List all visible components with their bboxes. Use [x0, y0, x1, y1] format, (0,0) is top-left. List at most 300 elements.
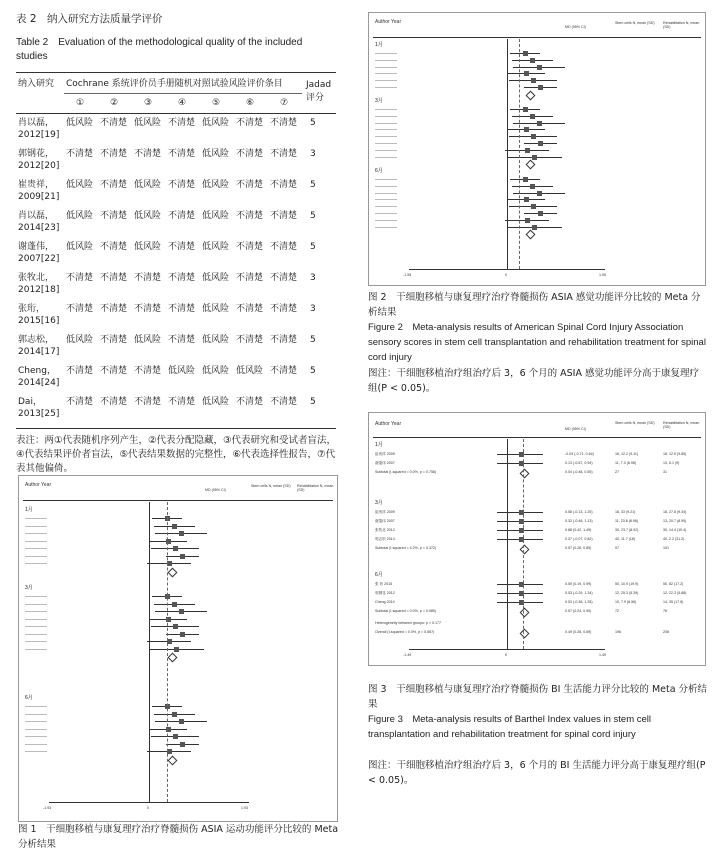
risk-cell: 不清楚 — [270, 335, 298, 345]
point-estimate — [180, 554, 185, 559]
risk-cell: 不清楚 — [270, 397, 298, 407]
md-ci: 0.57 (0.24, 0.90) — [565, 609, 592, 613]
study-name: 肖以磊，2014[23] — [18, 211, 60, 233]
risk-cell: 不清楚 — [270, 211, 298, 221]
fig2-caption-en: Figure 2 Meta-analysis results of American Spinal Cord Injury Association sensory scores in stem cell transplantation and rehabilitation treatment for spinal cord injury — [368, 322, 706, 363]
null-effect-line — [507, 39, 508, 269]
risk-cell: 不清楚 — [168, 149, 196, 159]
risk-cell: 不清楚 — [168, 118, 196, 128]
study-label: 郭志松 2014 — [375, 537, 395, 541]
jadad-score: 5 — [310, 335, 316, 345]
jadad-score: 3 — [310, 304, 316, 314]
study-label: 张 珩 2015 — [375, 582, 393, 586]
rehab-n: 31 — [663, 470, 667, 474]
risk-cell: 不清楚 — [270, 180, 298, 190]
point-estimate — [174, 647, 179, 652]
risk-cell: 不清楚 — [270, 304, 298, 314]
col-study-header: 纳入研究 — [18, 79, 55, 89]
point-estimate — [179, 719, 184, 724]
study-name: 崔贵祥，2009[21] — [18, 180, 60, 202]
risk-cell: 不清楚 — [100, 118, 128, 128]
item-number-4: ④ — [178, 98, 187, 108]
risk-cell: 不清楚 — [66, 397, 94, 407]
study-label-placeholder — [375, 206, 397, 207]
risk-cell: 不清楚 — [168, 180, 196, 190]
risk-cell: 不清楚 — [270, 366, 298, 376]
item-number-7: ⑦ — [280, 98, 289, 108]
subtotal-diamond — [526, 160, 536, 170]
study-label-placeholder — [25, 721, 47, 722]
study-label: Overall (I-squared = 0.0%, p = 0.567) — [375, 630, 435, 634]
group-label: 1月 — [375, 42, 383, 48]
stem-cells-n: 97 — [615, 546, 619, 550]
fig2-header-rehab: Rehabilitation N, mean (SD) — [663, 21, 700, 29]
group-label: 1月 — [25, 507, 33, 513]
study-label-placeholder — [375, 73, 397, 74]
risk-cell: 不清楚 — [134, 149, 162, 159]
study-label-placeholder — [375, 143, 397, 144]
fig2-x-axis — [409, 269, 605, 270]
point-estimate — [173, 624, 178, 629]
jadad-score: 5 — [310, 397, 316, 407]
risk-cell: 低风险 — [66, 335, 94, 345]
study-label: 崔贵祥 2009 — [375, 510, 395, 514]
group-label: 3月 — [375, 500, 383, 506]
risk-cell: 低风险 — [202, 180, 230, 190]
point-estimate — [180, 632, 185, 637]
study-label-placeholder — [25, 619, 47, 620]
subtotal-diamond — [168, 653, 178, 663]
figure3-forest-plot — [368, 412, 706, 666]
study-label-placeholder — [25, 533, 47, 534]
point-estimate — [523, 51, 528, 56]
risk-cell: 低风险 — [202, 118, 230, 128]
fig1-header-rehab: Rehabilitation N, mean (SD) — [297, 484, 334, 492]
risk-cell: 不清楚 — [168, 304, 196, 314]
group-label: 6月 — [375, 168, 383, 174]
study-label: 张牧北 2012 — [375, 528, 395, 532]
rehab-n: 12, 22.3 (5.88) — [663, 591, 687, 595]
group-label: 6月 — [25, 695, 33, 701]
risk-cell: 不清楚 — [66, 304, 94, 314]
md-ci: -0.03 (-0.71, 0.64) — [565, 452, 594, 456]
group-label: 6月 — [375, 572, 383, 578]
point-estimate — [532, 225, 537, 230]
fig3-header-rehab: Rehabilitation N, mean (SD) — [663, 421, 700, 429]
fig1-header-author: Author Year — [25, 482, 52, 488]
md-ci: 0.59 (0.19, 0.99) — [565, 582, 592, 586]
risk-cell: 不清楚 — [270, 118, 298, 128]
group-label: 1月 — [375, 442, 383, 448]
figure2-forest-plot — [368, 12, 706, 286]
fig2-header-stem: Stem cells N, mean (SD) — [615, 21, 655, 25]
md-ci: 0.04 (-0.48, 0.55) — [565, 470, 593, 474]
header-bottom-rule — [16, 113, 336, 114]
md-ci: 0.13 (-0.67, 0.94) — [565, 461, 593, 465]
risk-cell: 不清楚 — [236, 273, 264, 283]
rehab-n: 18, 12.5 (9.85) — [663, 452, 687, 456]
point-estimate — [523, 177, 528, 182]
fig2-axis-left: -1.55 — [403, 273, 412, 277]
item-number-5: ⑤ — [212, 98, 221, 108]
md-ci: 0.57 (0.28, 0.85) — [565, 546, 592, 550]
risk-cell: 低风险 — [66, 180, 94, 190]
rehab-n: 208 — [663, 630, 669, 634]
subtotal-diamond — [526, 230, 536, 240]
point-estimate — [525, 218, 530, 223]
study-label-placeholder — [25, 518, 47, 519]
jadad-score: 5 — [310, 180, 316, 190]
risk-cell: 不清楚 — [168, 335, 196, 345]
study-label-placeholder — [25, 626, 47, 627]
fig2-note: 图注：干细胞移植治疗组治疗后 3，6 个月的 ASIA 感觉功能评分高于康复理疗组(P < 0.05)。 — [368, 368, 699, 394]
risk-cell: 不清楚 — [134, 304, 162, 314]
study-label-placeholder — [375, 157, 397, 158]
md-ci: 0.53 (-0.29, 1.34) — [565, 591, 593, 595]
study-label-placeholder — [25, 556, 47, 557]
null-effect-line — [507, 439, 508, 649]
risk-cell: 低风险 — [168, 366, 196, 376]
table-top-rule — [16, 72, 336, 73]
risk-cell: 不清楚 — [100, 397, 128, 407]
null-effect-line — [149, 502, 150, 802]
risk-cell: 不清楚 — [270, 242, 298, 252]
stem-cells-n: 50, 10.9 (19.9) — [615, 582, 639, 586]
point-estimate — [524, 71, 529, 76]
item-number-3: ③ — [144, 98, 153, 108]
risk-cell: 低风险 — [236, 366, 264, 376]
study-label-placeholder — [25, 649, 47, 650]
fig1-header-md: MD (95% CI) — [205, 488, 226, 492]
risk-cell: 不清楚 — [100, 180, 128, 190]
stem-cells-n: 10, 7.9 (6.56) — [615, 600, 637, 604]
study-name: 张珩，2015[16] — [18, 304, 60, 326]
risk-cell: 低风险 — [134, 211, 162, 221]
risk-cell: 低风险 — [202, 366, 230, 376]
rehab-n: 30, 14.4 (10.4) — [663, 528, 687, 532]
overall-effect-line — [523, 439, 524, 649]
fig3-header-rule — [373, 437, 701, 438]
study-label-placeholder — [375, 199, 397, 200]
study-label-placeholder — [375, 193, 397, 194]
point-estimate — [172, 712, 177, 717]
risk-cell: 低风险 — [202, 149, 230, 159]
rehab-n: 13, 6.1 (9) — [663, 461, 680, 465]
risk-cell: 不清楚 — [236, 335, 264, 345]
fig1-header-rule — [23, 500, 333, 501]
group-label: 3月 — [375, 98, 383, 104]
study-label-placeholder — [25, 611, 47, 612]
fig1-caption-cn: 图 1 干细胞移植与康复理疗治疗脊髓损伤 ASIA 运动功能评分比较的 Meta 分析结果 — [18, 824, 339, 850]
stem-cells-n: 11, 7.3 (6.98) — [615, 461, 637, 465]
study-label-placeholder — [25, 751, 47, 752]
risk-cell: 不清楚 — [168, 242, 196, 252]
fig3-header-stem: Stem cells N, mean (SD) — [615, 421, 655, 425]
risk-cell: 不清楚 — [100, 149, 128, 159]
study-label-placeholder — [375, 150, 397, 151]
rehab-n: 14, 35 (17.8) — [663, 600, 684, 604]
figure1-forest-plot — [18, 475, 338, 822]
study-name: 谢蓬伟，2007[22] — [18, 242, 60, 264]
fig1-axis-zero: 0 — [147, 806, 149, 810]
stem-cells-n: 11, 23.6 (8.96) — [615, 519, 639, 523]
subtotal-diamond — [168, 567, 178, 577]
point-estimate — [523, 107, 528, 112]
fig3-axis-right: 1.49 — [599, 653, 606, 657]
study-label-placeholder — [375, 109, 397, 110]
risk-cell: 低风险 — [202, 242, 230, 252]
stem-cells-n: 30, 23.7 (8.92) — [615, 528, 639, 532]
md-ci: 0.53 (-0.38, 1.35) — [565, 600, 593, 604]
point-estimate — [180, 742, 185, 747]
item-number-6: ⑥ — [246, 98, 255, 108]
point-estimate — [531, 134, 536, 139]
md-ci: 0.37 (-0.07, 0.82) — [565, 537, 593, 541]
point-estimate — [531, 204, 536, 209]
study-label: 谢蓬伟 2007 — [375, 519, 395, 523]
risk-cell: 不清楚 — [236, 118, 264, 128]
risk-cell: 低风险 — [134, 335, 162, 345]
study-label-placeholder — [375, 53, 397, 54]
risk-cell: 不清楚 — [66, 149, 94, 159]
risk-cell: 低风险 — [202, 304, 230, 314]
study-name: 肖以磊，2012[19] — [18, 118, 60, 140]
risk-cell: 不清楚 — [100, 304, 128, 314]
subtotal-diamond — [520, 608, 530, 618]
fig2-axis-right: 1.55 — [599, 273, 606, 277]
fig1-axis-left: -1.93 — [43, 806, 52, 810]
risk-cell: 不清楚 — [236, 304, 264, 314]
fig3-caption-en: Figure 3 Meta-analysis results of Barthel Index values in stem cell transplantation and rehabilitation treatment for spinal cord injury — [368, 714, 652, 740]
risk-cell: 低风险 — [134, 242, 162, 252]
study-label: 崔贵祥 2009 — [375, 452, 395, 456]
risk-cell: 低风险 — [66, 118, 94, 128]
study-label-placeholder — [25, 729, 47, 730]
risk-cell: 低风险 — [134, 118, 162, 128]
overall-effect-line — [519, 39, 520, 269]
item-number-2: ② — [110, 98, 119, 108]
stem-cells-n: 16, 12.2 (9.11) — [615, 452, 639, 456]
study-label-placeholder — [375, 179, 397, 180]
jadad-score: 3 — [310, 273, 316, 283]
table2-title-en: Table 2 Evaluation of the methodological quality of the included studies — [16, 37, 303, 62]
point-estimate — [538, 85, 543, 90]
table-bottom-rule — [16, 428, 336, 429]
risk-cell: 不清楚 — [100, 335, 128, 345]
stem-cells-n: 196 — [615, 630, 621, 634]
study-label-placeholder — [25, 541, 47, 542]
study-name: 郭志松，2014[17] — [18, 335, 60, 357]
header-sub-rule — [64, 93, 302, 94]
study-name: 郭钢花，2012[20] — [18, 149, 60, 171]
study-label: Subtotal (I-squared = 0.0%, p = 0.985) — [375, 609, 437, 613]
study-label-placeholder — [375, 116, 397, 117]
fig3-header-author: Author Year — [375, 421, 402, 427]
point-estimate — [172, 602, 177, 607]
risk-cell: 不清楚 — [168, 211, 196, 221]
stem-cells-n: 12, 25.3 (5.39) — [615, 591, 639, 595]
study-label-placeholder — [375, 87, 397, 88]
risk-cell: 不清楚 — [100, 242, 128, 252]
study-label-placeholder — [375, 227, 397, 228]
study-label-placeholder — [375, 136, 397, 137]
rehab-n: 76 — [663, 609, 667, 613]
jadad-score: 5 — [310, 211, 316, 221]
risk-cell: 不清楚 — [100, 366, 128, 376]
risk-cell: 不清楚 — [168, 273, 196, 283]
fig1-header-stem: Stem cells N, mean (SD) — [251, 484, 291, 488]
study-name: Dai，2013[25] — [18, 397, 60, 419]
study-label: 郭钢花 2012 — [375, 591, 395, 595]
fig3-x-axis — [409, 649, 605, 650]
stem-cells-n: 16, 33 (9.21) — [615, 510, 636, 514]
risk-cell: 不清楚 — [100, 273, 128, 283]
fig3-axis-left: -1.49 — [403, 653, 412, 657]
study-label-placeholder — [375, 213, 397, 214]
point-estimate — [537, 191, 542, 196]
jadad-score: 5 — [310, 242, 316, 252]
risk-cell: 低风险 — [202, 273, 230, 283]
risk-cell: 不清楚 — [236, 397, 264, 407]
rehab-n: 101 — [663, 546, 669, 550]
study-label-placeholder — [375, 123, 397, 124]
point-estimate — [179, 609, 184, 614]
study-label: Heterogeneity between groups: p = 0.177 — [375, 621, 442, 625]
point-estimate — [173, 734, 178, 739]
group-label: 3月 — [25, 585, 33, 591]
study-label: Subtotal (I-squared = 0.0%, p = 0.758) — [375, 470, 437, 474]
md-ci: 0.56 (-0.13, 1.25) — [565, 510, 593, 514]
study-label-placeholder — [25, 736, 47, 737]
risk-cell: 不清楚 — [236, 211, 264, 221]
subtotal-diamond — [526, 90, 536, 100]
point-estimate — [525, 148, 530, 153]
overall-effect-line — [167, 502, 168, 802]
study-label-placeholder — [25, 634, 47, 635]
point-estimate — [172, 524, 177, 529]
point-estimate — [538, 211, 543, 216]
fig1-x-axis — [49, 802, 249, 803]
point-estimate — [537, 121, 542, 126]
fig2-header-author: Author Year — [375, 19, 402, 25]
point-estimate — [537, 65, 542, 70]
study-label-placeholder — [25, 596, 47, 597]
fig1-axis-right: 1.93 — [241, 806, 248, 810]
study-label-placeholder — [25, 548, 47, 549]
risk-cell: 低风险 — [202, 397, 230, 407]
study-label-placeholder — [375, 186, 397, 187]
stem-cells-n: 72 — [615, 609, 619, 613]
study-label-placeholder — [375, 129, 397, 130]
study-label-placeholder — [375, 80, 397, 81]
point-estimate — [524, 127, 529, 132]
study-label-placeholder — [375, 60, 397, 61]
risk-cell: 不清楚 — [168, 397, 196, 407]
study-label-placeholder — [375, 67, 397, 68]
point-estimate — [530, 184, 535, 189]
point-estimate — [173, 546, 178, 551]
risk-cell: 不清楚 — [270, 273, 298, 283]
jadad-score: 5 — [310, 118, 316, 128]
fig2-header-rule — [373, 37, 701, 38]
study-label-placeholder — [25, 604, 47, 605]
fig3-axis-zero: 0 — [505, 653, 507, 657]
stem-cells-n: 27 — [615, 470, 619, 474]
risk-cell: 不清楚 — [236, 242, 264, 252]
rehab-n: 40, 2.2 (31.2) — [663, 537, 685, 541]
risk-cell: 低风险 — [134, 180, 162, 190]
study-label-placeholder — [25, 641, 47, 642]
risk-cell: 不清楚 — [134, 366, 162, 376]
risk-cell: 不清楚 — [66, 273, 94, 283]
rehab-n: 18, 27.8 (9.34) — [663, 510, 687, 514]
md-ci: 0.88 (0.42, 1.49) — [565, 528, 592, 532]
jadad-score: 3 — [310, 149, 316, 159]
study-label-placeholder — [25, 526, 47, 527]
point-estimate — [538, 141, 543, 146]
fig2-caption-cn: 图 2 干细胞移植与康复理疗治疗脊髓损伤 ASIA 感觉功能评分比较的 Meta 分析结果 — [368, 292, 701, 318]
risk-cell: 不清楚 — [100, 211, 128, 221]
study-label-placeholder — [25, 563, 47, 564]
subtotal-diamond — [168, 755, 178, 765]
risk-cell: 不清楚 — [134, 397, 162, 407]
risk-cell: 不清楚 — [236, 149, 264, 159]
table2-note: 表注：两①代表随机序列产生，②代表分配隐藏，③代表研究和受试者盲法，④代表结果评价者盲法，⑤代表结果数据的完整性，⑥代表选择性报告，⑦代表其他偏倚。 — [16, 435, 337, 474]
fig2-axis-zero: 0 — [505, 273, 507, 277]
point-estimate — [532, 155, 537, 160]
fig2-header-md: MD (95% CI) — [565, 25, 586, 29]
point-estimate — [524, 197, 529, 202]
study-label-placeholder — [25, 714, 47, 715]
stem-cells-n: 40, 11.7 (18) — [615, 537, 636, 541]
study-label: Cheng 2014 — [375, 600, 395, 604]
col-cochrane-header: Cochrane 系统评价员手册随机对照试验风险评价条目 — [66, 79, 283, 89]
study-label-placeholder — [375, 220, 397, 221]
risk-cell: 低风险 — [66, 242, 94, 252]
study-label: 谢蓬伟 2007 — [375, 461, 395, 465]
study-label: Subtotal (I-squared = 4.2%, p = 0.372) — [375, 546, 437, 550]
study-name: Cheng，2014[24] — [18, 366, 60, 388]
item-number-1: ① — [76, 98, 85, 108]
subtotal-diamond — [520, 545, 530, 555]
jadad-score: 5 — [310, 366, 316, 376]
fig3-header-md: MD (95% CI) — [565, 427, 586, 431]
fig3-note: 图注：干细胞移植治疗组治疗后 3，6 个月的 BI 生活能力评分高于康复理疗组(P < 0.05)。 — [368, 760, 706, 786]
rehab-n: 50, 82 (17.2) — [663, 582, 684, 586]
point-estimate — [530, 58, 535, 63]
risk-cell: 低风险 — [202, 211, 230, 221]
point-estimate — [530, 114, 535, 119]
col-jadad-header: Jadad 评分 — [306, 80, 332, 103]
table2-title-cn: 表 2 纳入研究方法质量学评价 — [16, 13, 163, 25]
point-estimate — [179, 531, 184, 536]
study-label-placeholder — [25, 706, 47, 707]
point-estimate — [531, 78, 536, 83]
fig3-caption-cn: 图 3 干细胞移植与康复理疗治疗脊髓损伤 BI 生活能力评分比较的 Meta 分析结果 — [368, 684, 708, 710]
risk-cell: 不清楚 — [134, 273, 162, 283]
subtotal-diamond — [520, 629, 530, 639]
subtotal-diamond — [520, 469, 530, 479]
risk-cell: 低风险 — [202, 335, 230, 345]
md-ci: 0.49 (0.28, 0.69) — [565, 630, 592, 634]
risk-cell: 不清楚 — [236, 180, 264, 190]
md-ci: 0.32 (-0.48, 1.13) — [565, 519, 593, 523]
study-label-placeholder — [25, 744, 47, 745]
risk-cell: 不清楚 — [66, 366, 94, 376]
risk-cell: 低风险 — [66, 211, 94, 221]
rehab-n: 13, 20.7 (8.95) — [663, 519, 687, 523]
risk-cell: 不清楚 — [270, 149, 298, 159]
